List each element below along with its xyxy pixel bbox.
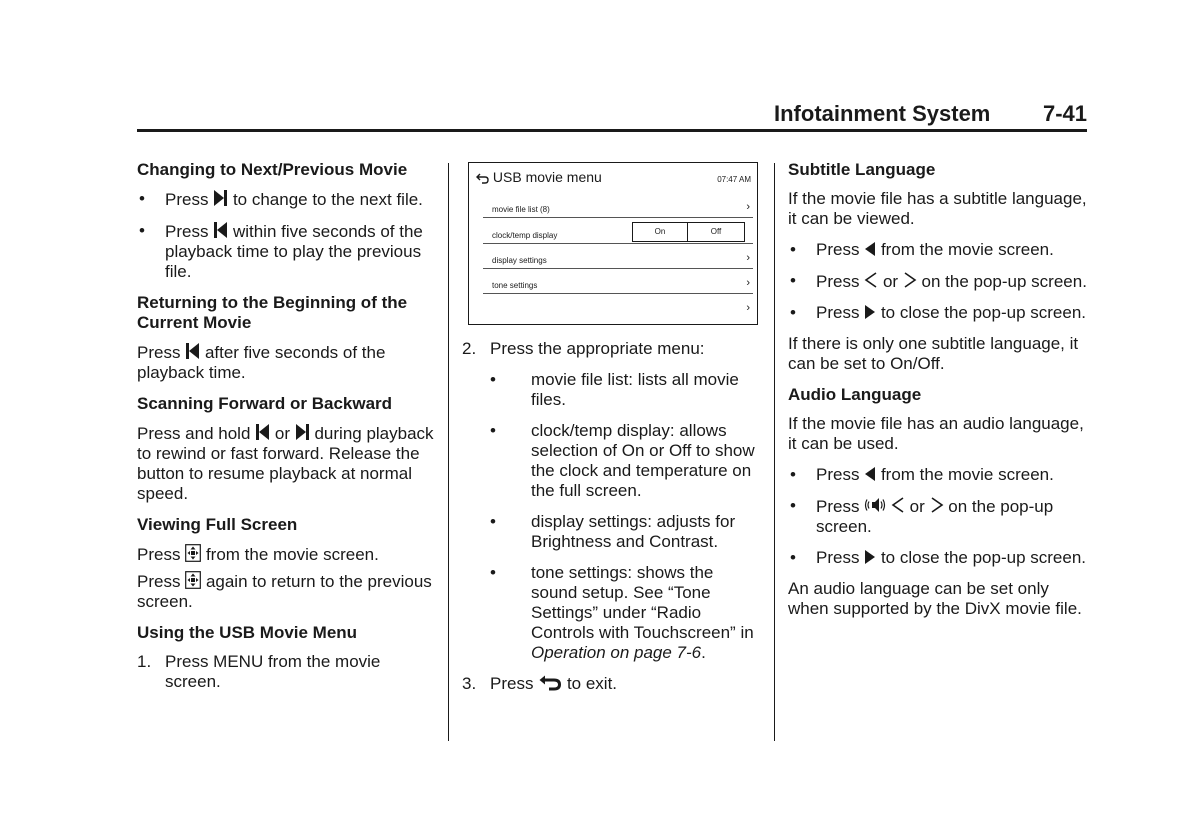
skip-previous-icon <box>255 423 270 441</box>
list-item: • Press within five seconds of the playback time to play the previous file. <box>139 221 423 281</box>
chevron-right-icon: › <box>746 201 750 213</box>
numbered-step: 2. Press the appropriate menu: <box>462 339 705 358</box>
skip-previous-icon <box>185 342 200 360</box>
numbered-step: 1. Press MENU from the movie screen. <box>137 652 381 691</box>
list-item: • display settings: adjusts for Brightness and Contrast. <box>490 512 736 551</box>
paragraph: If the movie file has an audio language, it can be used. <box>788 414 1084 453</box>
less-than-icon <box>864 271 878 289</box>
list-item: • movie file list: lists all movie files. <box>490 370 739 409</box>
menu-row-movie-file-list[interactable]: movie file list (8) › <box>483 192 753 218</box>
greater-than-icon <box>930 496 944 514</box>
list-item: • clock/temp display: allows selection of On or Off to show the clock and temperature on the full screen. <box>490 421 755 500</box>
fullscreen-icon <box>185 544 201 562</box>
back-arrow-icon <box>476 172 489 184</box>
numbered-step: 3. Press to exit. <box>462 674 618 693</box>
heading-return-beginning: Returning to the Beginning of the Current Movie <box>137 293 408 332</box>
section-title: Infotainment System <box>774 101 991 126</box>
heading-next-previous: Changing to Next/Previous Movie <box>137 160 408 179</box>
chevron-right-icon: › <box>746 277 750 289</box>
page-number: 7-41 <box>1042 101 1087 126</box>
list-item: • Press from the movie screen. <box>790 465 1054 484</box>
back-arrow-icon <box>538 674 562 691</box>
header-rule <box>137 129 1087 132</box>
column-2 <box>462 160 762 705</box>
list-item: • tone settings: shows the sound setup. See “Tone Settings” under “Radio Controls with Touchscreen” in Operation on page 7-6. <box>490 563 754 662</box>
menu-row-display-settings[interactable]: display settings › <box>483 243 753 269</box>
skip-next-icon <box>295 423 310 441</box>
greater-than-icon <box>903 271 917 289</box>
column-divider-2 <box>774 163 775 741</box>
list-item: • Press to change to the next file. <box>139 189 423 209</box>
heading-usb-movie-menu: Using the USB Movie Menu <box>137 623 358 642</box>
menu-row-tone-settings[interactable]: tone settings › <box>483 268 753 294</box>
heading-full-screen: Viewing Full Screen <box>137 515 298 534</box>
menu-row-clock-temp-display[interactable]: clock/temp display On Off <box>483 218 753 244</box>
usb-movie-menu-screen <box>468 162 758 325</box>
paragraph: Press and hold or during playback to rewind or fast forward. Release the button to resume playback at normal speed. <box>137 424 434 503</box>
heading-scanning: Scanning Forward or Backward <box>137 394 393 413</box>
speaker-icon <box>864 496 886 514</box>
menu-row-empty[interactable] <box>483 293 753 318</box>
paragraph: Press after five seconds of the playback time. <box>137 343 386 382</box>
right-triangle-icon <box>864 304 876 320</box>
list-item: • Press to close the pop-up screen. <box>790 548 1087 567</box>
list-item: • Press from the movie screen. <box>790 240 1054 259</box>
chevron-right-icon: › <box>746 252 750 264</box>
screen-title: USB movie menu <box>476 167 602 187</box>
left-triangle-icon <box>864 241 876 257</box>
screen-time: 07:47 AM <box>717 175 751 184</box>
paragraph: Press again to return to the previous screen. <box>137 572 432 611</box>
list-item: • Press or on the pop-up screen. <box>790 271 1087 291</box>
less-than-icon <box>891 496 905 514</box>
skip-next-icon <box>213 189 228 207</box>
left-triangle-icon <box>864 466 876 482</box>
column-divider-1 <box>448 163 449 741</box>
heading-audio-language: Audio Language <box>788 385 922 404</box>
list-item: • Press or on the pop-up screen. <box>790 496 1054 536</box>
cross-reference-link[interactable]: Operation on page 7-6 <box>531 643 702 662</box>
column-1 <box>137 160 437 703</box>
heading-subtitle-language: Subtitle Language <box>788 160 936 179</box>
column-3 <box>788 160 1088 630</box>
paragraph: If the movie file has a subtitle language, it can be viewed. <box>788 189 1087 228</box>
paragraph: Press from the movie screen. <box>137 545 379 564</box>
right-triangle-icon <box>864 549 876 565</box>
page-header <box>700 99 1087 133</box>
skip-previous-icon <box>213 221 228 239</box>
chevron-right-icon: › <box>746 302 750 314</box>
paragraph: If there is only one subtitle language, it can be set to On/Off. <box>788 334 1079 373</box>
off-button[interactable]: Off <box>687 222 745 242</box>
on-button[interactable]: On <box>632 222 688 242</box>
paragraph: An audio language can be set only when supported by the DivX movie file. <box>788 579 1082 618</box>
fullscreen-icon <box>185 571 201 589</box>
list-item: • Press to close the pop-up screen. <box>790 303 1087 322</box>
